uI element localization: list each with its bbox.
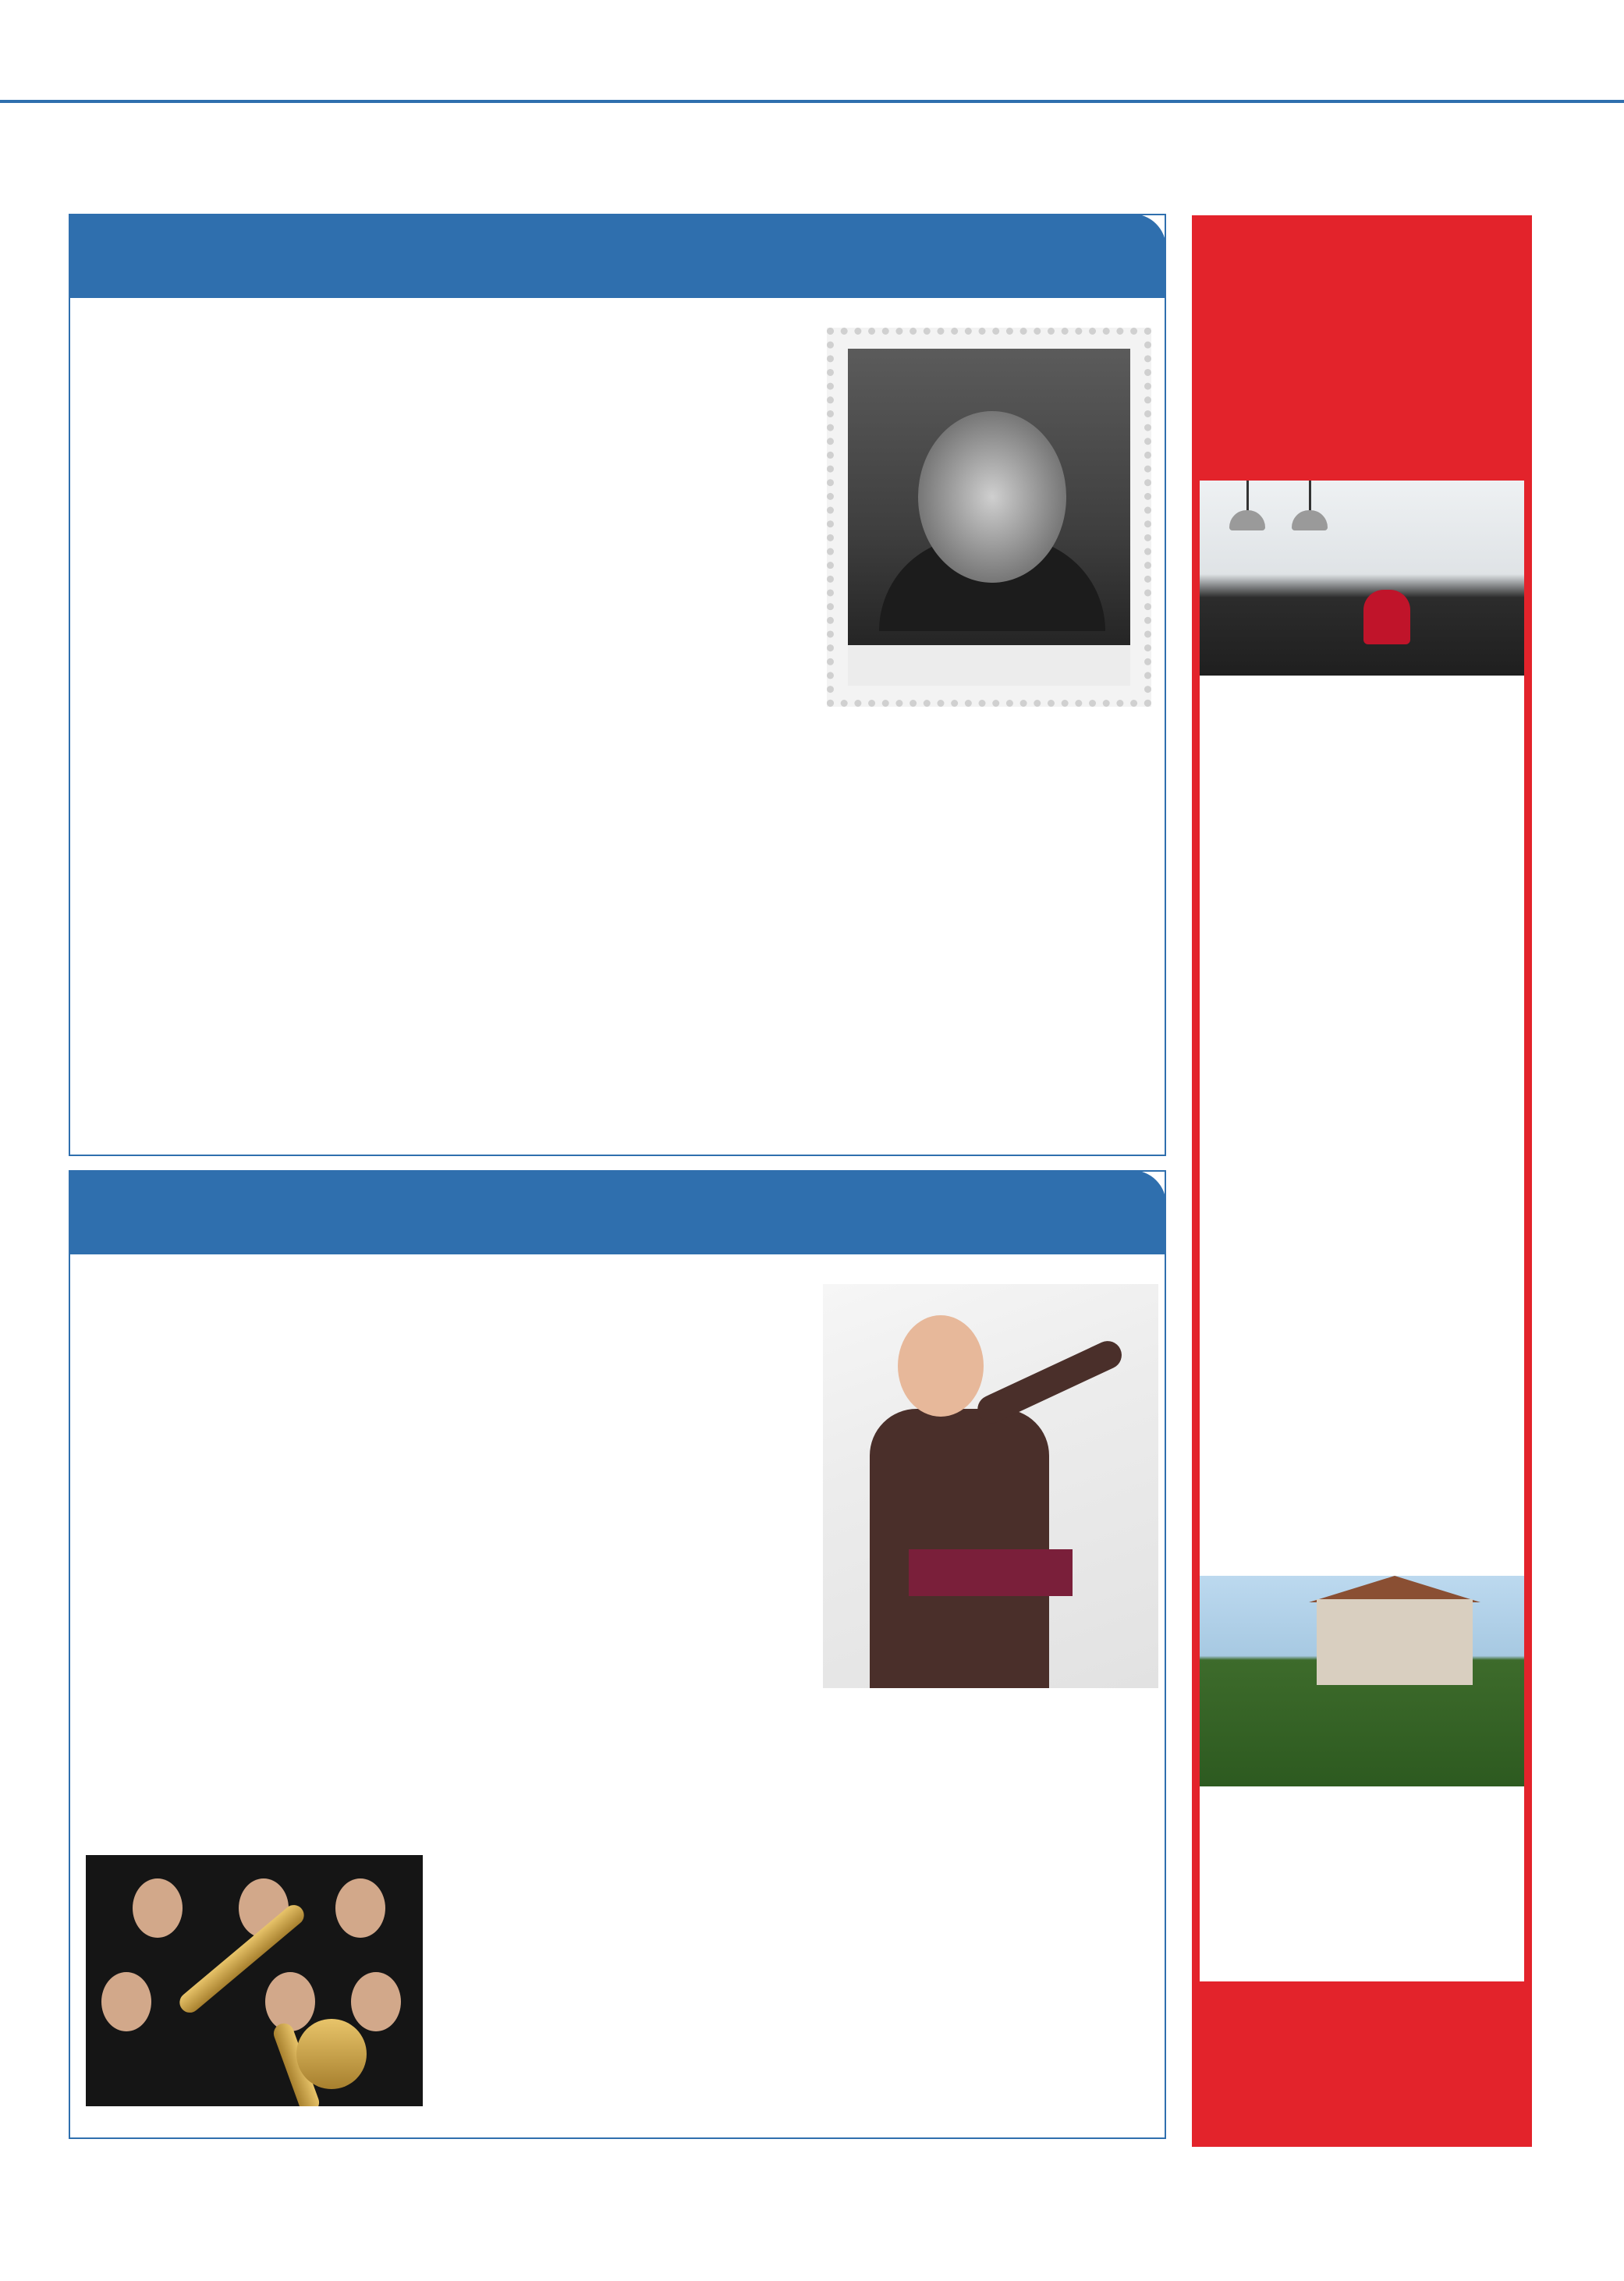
conductor-sash: [909, 1549, 1073, 1596]
musician-face: [265, 1972, 315, 2031]
pendant-lamp: [1292, 510, 1328, 530]
brass-column-1: [84, 1278, 421, 1282]
stamp-image: [827, 328, 1151, 707]
conductor-arm: [973, 1336, 1126, 1428]
conductor-body: [870, 1409, 1049, 1688]
header-rule: [0, 100, 1624, 103]
house-roof: [1309, 1576, 1480, 1602]
musician-face: [101, 1972, 151, 2031]
brass-column-2: [451, 1278, 791, 1314]
musician-face: [335, 1878, 385, 1938]
ensemble-photo: [86, 1855, 423, 2106]
lanaphil-title: [69, 214, 1166, 298]
musician-face: [133, 1878, 183, 1938]
benedetti-ad: [1192, 215, 1532, 2147]
house: [1317, 1599, 1473, 1685]
musician-face: [351, 1972, 401, 2031]
lamp-cord: [1309, 481, 1311, 512]
lamp-cord: [1246, 481, 1249, 512]
pendant-lamp: [1229, 510, 1265, 530]
garden-photo: [1200, 1576, 1524, 1786]
stamp-footer: [848, 645, 1130, 686]
conductor-photo: [823, 1284, 1158, 1688]
listings-panel: [1200, 676, 1524, 1576]
stamp-portrait-face: [918, 411, 1066, 583]
euphonium: [296, 2019, 367, 2089]
kitchen-photo: [1200, 481, 1524, 676]
brass-title: [69, 1170, 1166, 1254]
brass-column-3: [819, 1721, 1159, 1755]
kitchen-mixer: [1363, 590, 1410, 644]
listing-last-panel: [1200, 1786, 1524, 1981]
conductor-head: [898, 1315, 984, 1417]
